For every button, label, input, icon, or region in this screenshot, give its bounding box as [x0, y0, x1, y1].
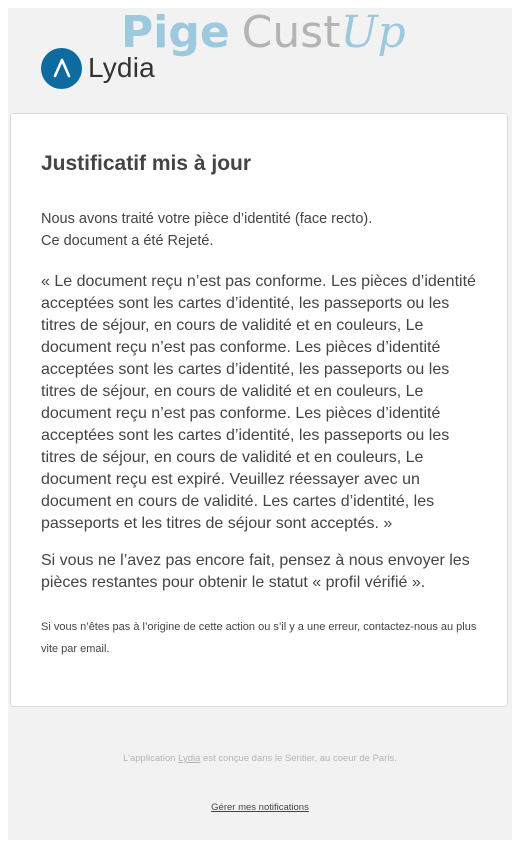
- watermark-part1: Pige: [121, 7, 230, 58]
- lydia-logo[interactable]: [41, 47, 155, 89]
- email-card: [10, 113, 508, 707]
- intro-line-2: Ce document a été Rejeté.: [41, 233, 214, 249]
- manage-notifications-link[interactable]: Gérer mes notifications: [211, 802, 309, 813]
- footer-text-before: L’application: [123, 753, 179, 764]
- footer-notifications: [8, 802, 512, 813]
- watermark: [121, 8, 406, 68]
- lydia-logo-text: Lydia: [88, 52, 155, 83]
- followup-text: Si vous ne l’avez pas encore fait, pensez à nous envoyer les pièces restantes pour obtenir le statut « profil vérifié ».: [41, 552, 470, 591]
- email-background: [8, 8, 512, 840]
- watermark-part2: Cust: [241, 7, 341, 58]
- watermark-part3: Up: [340, 7, 406, 58]
- footer-text-after: est conçue dans le Sentier, au coeur de Paris.: [200, 753, 397, 764]
- disclaimer-text: Si vous n’êtes pas à l’origine de cette action ou s’il y a une erreur, contactez-nous au plus vite par email.: [41, 621, 477, 655]
- lydia-logo-icon: [41, 48, 82, 89]
- intro-text: [41, 208, 481, 252]
- footer-credit: [8, 753, 512, 764]
- lambda-icon: [51, 57, 73, 79]
- email-title: Justificatif mis à jour: [41, 152, 252, 175]
- rejection-reason: « Le document reçu n’est pas conforme. Les pièces d’identité acceptées sont les cartes d’identité, les passeports ou les titres de séjour, en cours de validité et en couleurs, Le document reçu n’est pas conforme. Les pièces d’identité acceptées sont les cartes d’identité, les passeports ou les titres de séjour, en cours de validité et en couleurs, Le document reçu n’est pas conforme. Les pièces d’identité acceptées sont les cartes d’identité, les passeports ou les titres de séjour, en cours de validité et en couleurs, Le document reçu est expiré. Veuillez réessayer avec un document en cours de validité. Les cartes d’identité, les passeports et les titres de séjour sont acceptés. »: [41, 273, 476, 532]
- intro-line-1: Nous avons traité votre pièce d’identité (face recto).: [41, 211, 373, 227]
- footer-lydia-link[interactable]: Lydia: [178, 753, 201, 764]
